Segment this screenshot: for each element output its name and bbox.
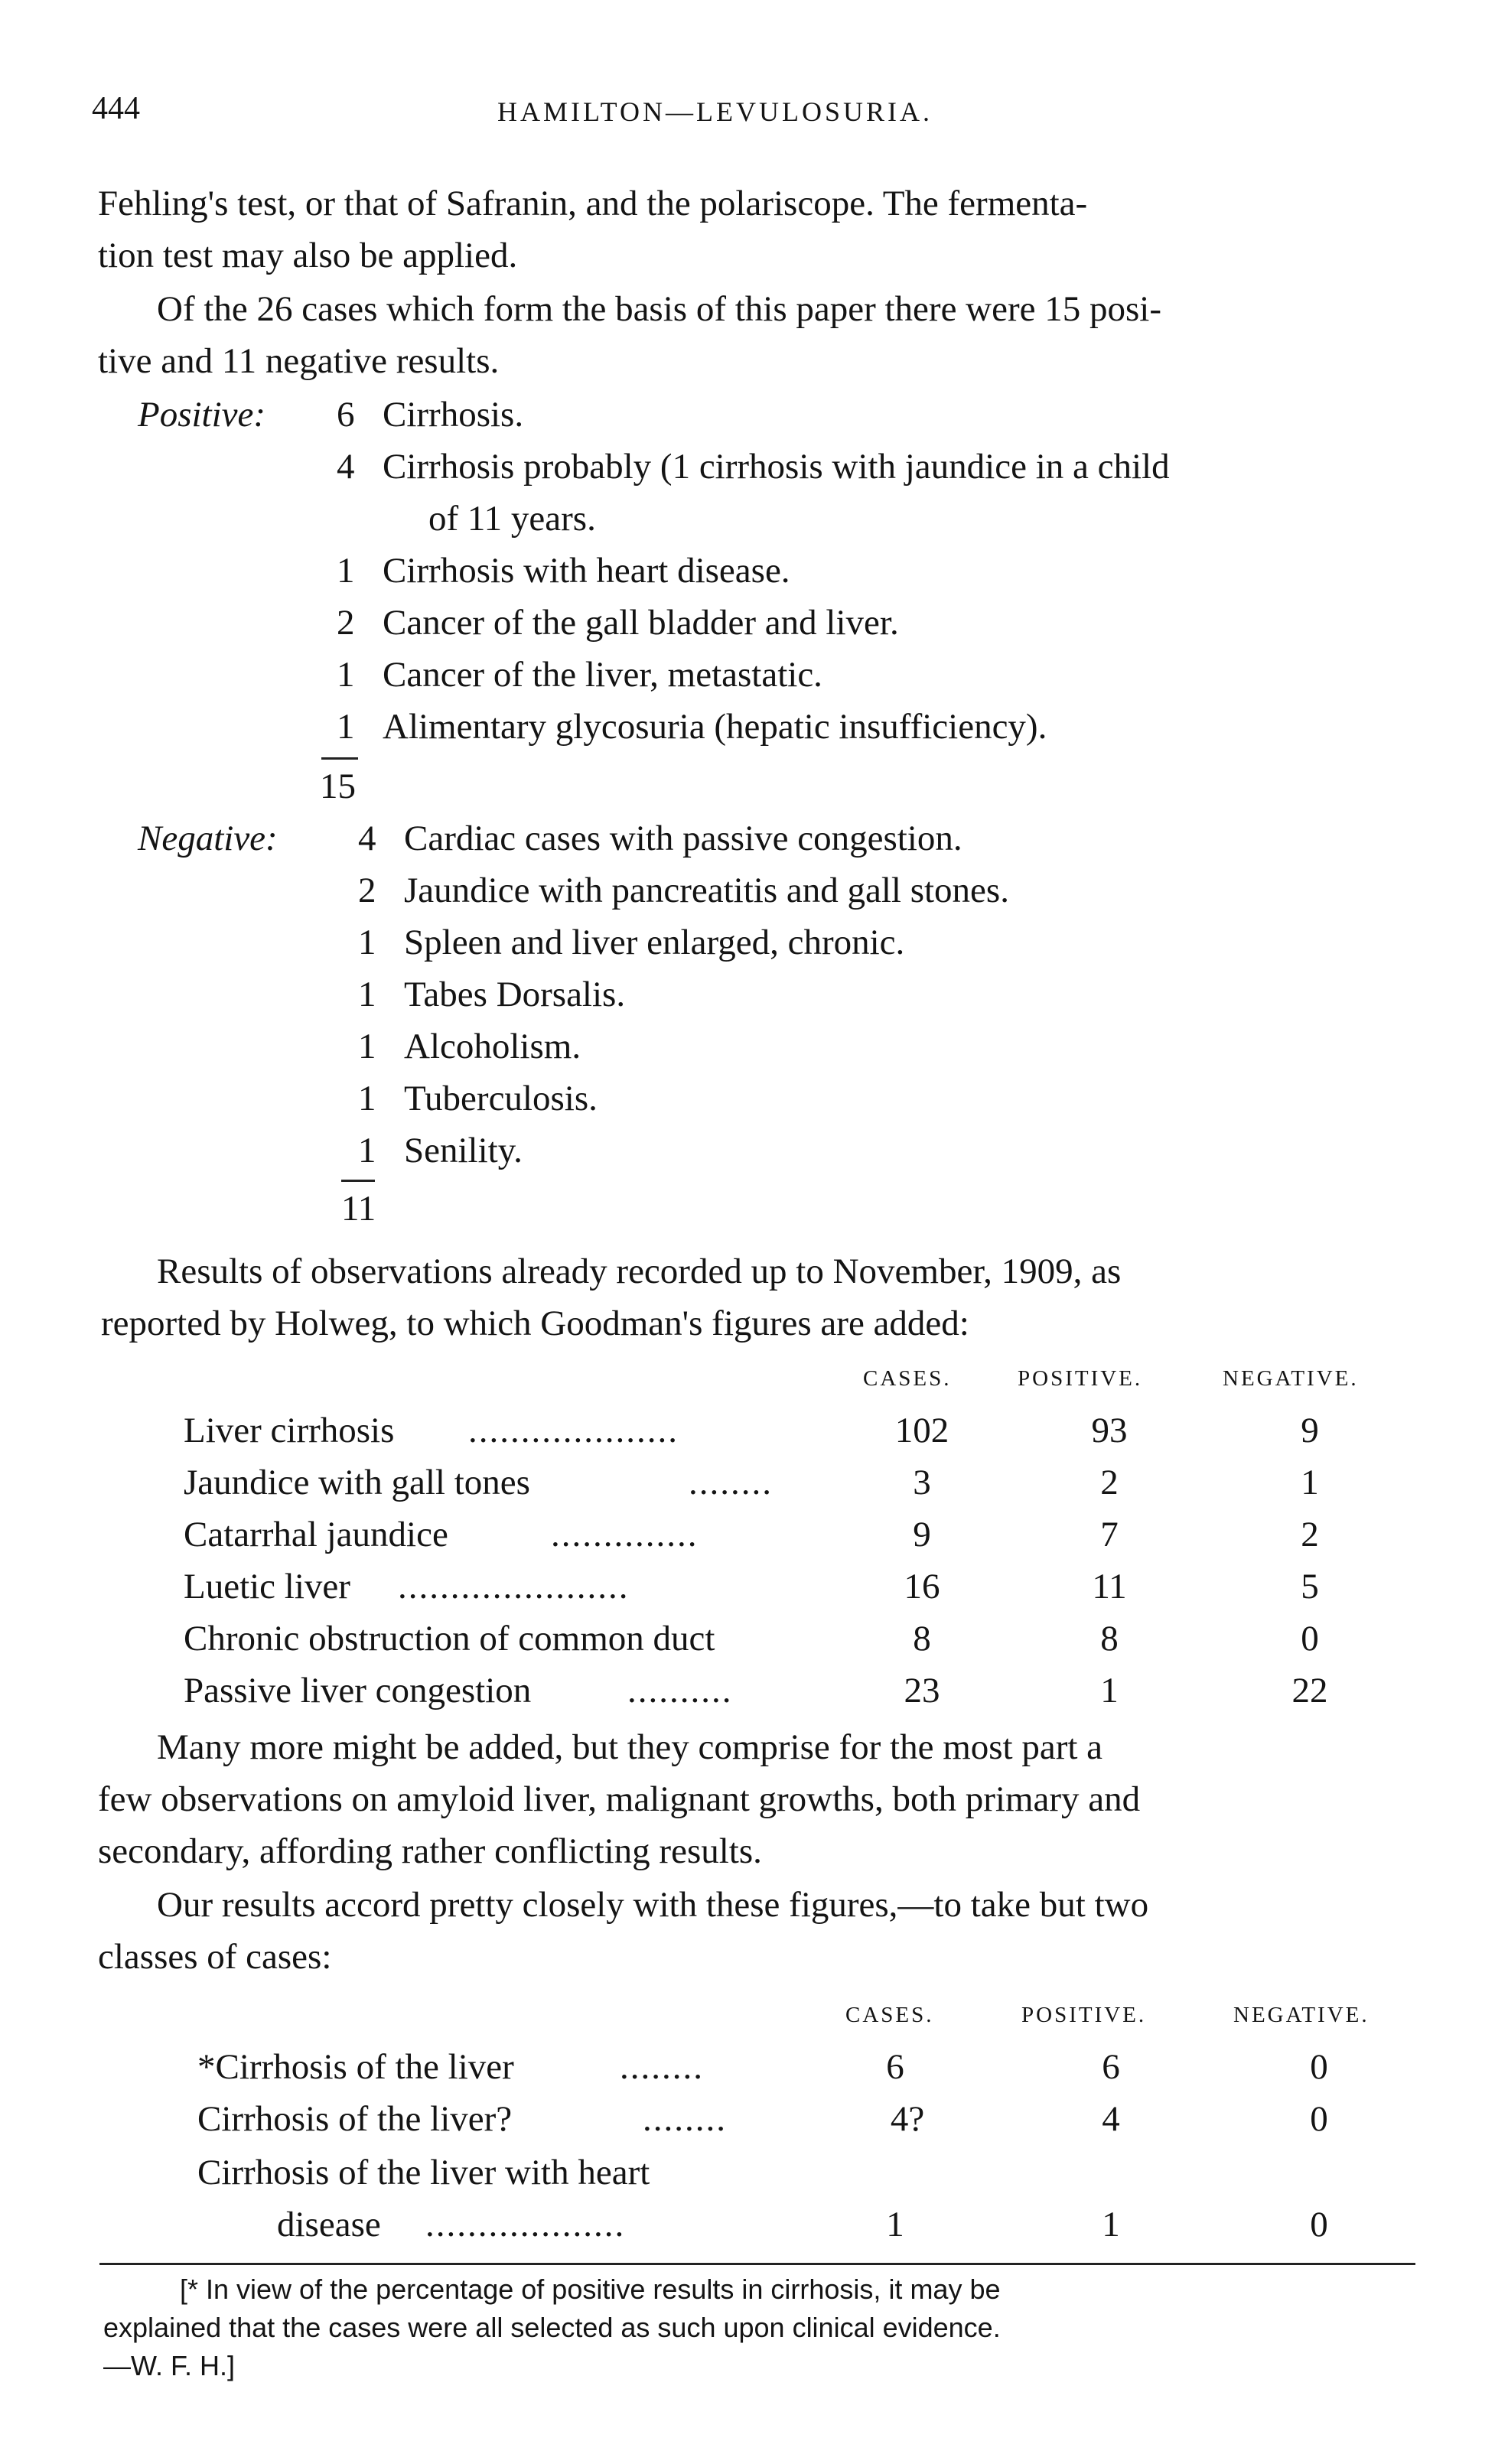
table2-row2-cases: 4? xyxy=(890,2099,925,2139)
negative-count-6: 1 xyxy=(358,1079,376,1118)
positive-count-2: 4 xyxy=(337,447,355,487)
results-line-1: Results of observations already recorded up to November, 1909, as xyxy=(157,1252,1122,1291)
positive-text-3: Cirrhosis with heart disease. xyxy=(383,551,790,591)
negative-sum-rule xyxy=(341,1180,375,1182)
positive-count-1: 6 xyxy=(337,395,355,435)
intro-line-3: Of the 26 cases which form the basis of this paper there were 15 posi- xyxy=(157,289,1161,329)
positive-text-6: Alimentary glycosuria (hepatic insufficiency). xyxy=(383,707,1047,747)
negative-text-2: Jaundice with pancreatitis and gall stones. xyxy=(404,871,1009,910)
table1-row4-dots: ...................... xyxy=(398,1567,630,1606)
table2-row4-cases: 1 xyxy=(886,2205,904,2244)
table2-row4-positive: 1 xyxy=(1102,2205,1120,2244)
table2-row1-positive: 6 xyxy=(1102,2047,1120,2087)
results-line-2: reported by Holweg, to which Goodman's figures are added: xyxy=(101,1304,969,1343)
table1-row3-dots: .............. xyxy=(551,1515,699,1554)
table1-row5-cases: 8 xyxy=(913,1619,931,1658)
negative-text-7: Senility. xyxy=(404,1131,523,1170)
table2-row2-label: Cirrhosis of the liver? xyxy=(197,2099,513,2139)
table1-header-positive: POSITIVE. xyxy=(1018,1366,1143,1391)
table2-header-positive: POSITIVE. xyxy=(1021,2003,1147,2027)
table1-row4-negative: 5 xyxy=(1301,1567,1319,1606)
table1-row2-positive: 2 xyxy=(1100,1463,1119,1502)
positive-text-1: Cirrhosis. xyxy=(383,395,524,435)
positive-text-4: Cancer of the gall bladder and liver. xyxy=(383,603,899,643)
table2-row2-positive: 4 xyxy=(1102,2099,1120,2139)
positive-text-2-cont: of 11 years. xyxy=(428,499,596,539)
table1-row2-cases: 3 xyxy=(913,1463,931,1502)
negative-text-6: Tuberculosis. xyxy=(404,1079,598,1118)
table1-row4-positive: 11 xyxy=(1092,1567,1127,1606)
table1-row6-cases: 23 xyxy=(904,1671,940,1710)
table2-row1-cases: 6 xyxy=(886,2047,904,2087)
footnote-line-2: explained that the cases were all selected as such upon clinical evidence. xyxy=(103,2312,1001,2343)
table1-row5-label: Chronic obstruction of common duct xyxy=(184,1619,715,1658)
negative-text-1: Cardiac cases with passive congestion. xyxy=(404,819,962,858)
table1-row5-positive: 8 xyxy=(1100,1619,1119,1658)
table2-row3-label: Cirrhosis of the liver with heart xyxy=(197,2153,650,2192)
table1-header-cases: CASES. xyxy=(863,1366,952,1391)
table2-row4-dots: ................... xyxy=(425,2205,626,2244)
table1-row2-dots: ........ xyxy=(689,1463,773,1502)
middle-line-3: secondary, affording rather conflicting results. xyxy=(98,1831,762,1871)
positive-count-4: 2 xyxy=(337,603,355,643)
negative-count-2: 2 xyxy=(358,871,376,910)
positive-count-6: 1 xyxy=(337,707,355,747)
table1-row3-cases: 9 xyxy=(913,1515,931,1554)
negative-count-3: 1 xyxy=(358,923,376,962)
table1-row4-cases: 16 xyxy=(904,1567,940,1606)
negative-label: Negative: xyxy=(138,819,278,858)
table1-row3-positive: 7 xyxy=(1100,1515,1119,1554)
middle-line-1: Many more might be added, but they comprise for the most part a xyxy=(157,1727,1103,1767)
positive-count-5: 1 xyxy=(337,655,355,695)
table1-row6-label: Passive liver congestion xyxy=(184,1671,532,1710)
table1-row3-negative: 2 xyxy=(1301,1515,1319,1554)
intro-line-4: tive and 11 negative results. xyxy=(98,341,500,381)
page-number: 444 xyxy=(92,91,140,126)
middle-line-2: few observations on amyloid liver, malignant growths, both primary and xyxy=(98,1779,1141,1819)
table2-header-negative: NEGATIVE. xyxy=(1233,2003,1370,2027)
middle-line-5: classes of cases: xyxy=(98,1937,332,1977)
table1-row6-positive: 1 xyxy=(1100,1671,1119,1710)
table1-row5-negative: 0 xyxy=(1301,1619,1319,1658)
intro-line-1: Fehling's test, or that of Safranin, and the polariscope. The fermenta- xyxy=(98,184,1088,223)
table2-row1-dots: ........ xyxy=(620,2047,704,2087)
negative-count-7: 1 xyxy=(358,1131,376,1170)
negative-count-4: 1 xyxy=(358,975,376,1014)
table1-row1-dots: .................... xyxy=(468,1411,679,1450)
table2-row2-negative: 0 xyxy=(1310,2099,1328,2139)
footnote-line-1: [* In view of the percentage of positive results in cirrhosis, it may be xyxy=(180,2274,1001,2305)
positive-label: Positive: xyxy=(138,395,266,435)
table1-row1-label: Liver cirrhosis xyxy=(184,1411,395,1450)
table2-row2-dots: ........ xyxy=(643,2099,727,2139)
table1-row3-label: Catarrhal jaundice xyxy=(184,1515,448,1554)
positive-count-3: 1 xyxy=(337,551,355,591)
table1-row1-negative: 9 xyxy=(1301,1411,1319,1450)
table2-row1-label: *Cirrhosis of the liver xyxy=(197,2047,514,2087)
footnote-rule xyxy=(99,2263,1415,2265)
positive-text-5: Cancer of the liver, metastatic. xyxy=(383,655,822,695)
negative-count-1: 4 xyxy=(358,819,376,858)
table1-row1-cases: 102 xyxy=(894,1411,949,1450)
table1-row6-dots: .......... xyxy=(627,1671,733,1710)
positive-total: 15 xyxy=(320,767,356,806)
negative-text-3: Spleen and liver enlarged, chronic. xyxy=(404,923,905,962)
table1-row2-label: Jaundice with gall tones xyxy=(184,1463,530,1502)
negative-text-4: Tabes Dorsalis. xyxy=(404,975,626,1014)
negative-count-5: 1 xyxy=(358,1027,376,1066)
table2-header-cases: CASES. xyxy=(845,2003,934,2027)
negative-text-5: Alcoholism. xyxy=(404,1027,581,1066)
table2-row4-label: disease xyxy=(277,2205,381,2244)
positive-sum-rule xyxy=(321,757,358,760)
table2-row4-negative: 0 xyxy=(1310,2205,1328,2244)
table1-row6-negative: 22 xyxy=(1291,1671,1328,1710)
table1-row1-positive: 93 xyxy=(1091,1411,1128,1450)
middle-line-4: Our results accord pretty closely with these figures,—to take but two xyxy=(157,1885,1149,1925)
table2-row1-negative: 0 xyxy=(1310,2047,1328,2087)
running-title: HAMILTON—LEVULOSURIA. xyxy=(497,96,933,127)
intro-line-2: tion test may also be applied. xyxy=(98,236,518,275)
table1-row4-label: Luetic liver xyxy=(184,1567,350,1606)
negative-total: 11 xyxy=(341,1189,376,1229)
table1-header-negative: NEGATIVE. xyxy=(1223,1366,1359,1391)
positive-text-2: Cirrhosis probably (1 cirrhosis with jaundice in a child xyxy=(383,447,1170,487)
footnote-line-3: —W. F. H.] xyxy=(103,2350,236,2381)
table1-row2-negative: 1 xyxy=(1301,1463,1319,1502)
